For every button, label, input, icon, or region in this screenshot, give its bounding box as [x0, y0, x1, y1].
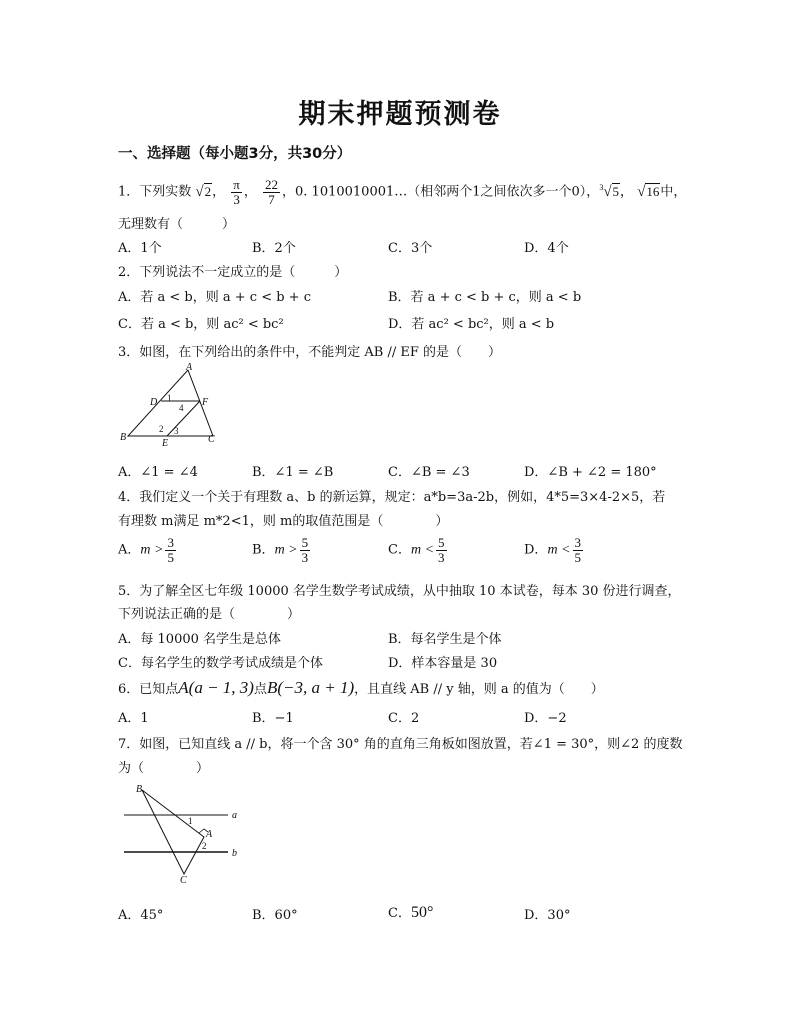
label-line-b: b: [232, 848, 237, 859]
question-1-line2: 无理数有（ ）: [118, 217, 236, 232]
question-5-line2: 下列说法正确的是（ ）: [118, 607, 301, 622]
point-a-coords: A(a − 1, 3): [178, 678, 254, 697]
question-2-stem: 2．下列说法不一定成立的是（ ）: [118, 265, 348, 280]
line-fe: [167, 401, 200, 436]
angle-1-label: 1: [188, 816, 193, 826]
label-a-vertex: A: [206, 829, 213, 840]
question-4-line1: 4．我们定义一个关于有理数 a、b 的新运算，规定：a*b=3a-2b，例如，4*5=3×4-2×5，若: [118, 490, 666, 505]
label-e: E: [162, 438, 169, 447]
q2-option-d[interactable]: D．若 ac² < bc²，则 a < b: [388, 317, 555, 332]
q7-option-b[interactable]: B．60°: [252, 908, 298, 923]
page-title: 期末押题预测卷: [298, 99, 502, 130]
q3-option-a[interactable]: A．∠1 = ∠4: [118, 465, 198, 480]
angle-2-label: 2: [159, 424, 164, 434]
question-6-stem: 6．已知点A(a − 1, 3)点B(−3, a + 1)，且直线 AB // y 轴，则 a 的值为（ ）: [118, 678, 604, 697]
q2-option-b[interactable]: B．若 a + c < b + c，则 a < b: [388, 290, 582, 305]
angle-4-label: 4: [179, 403, 184, 413]
q5-option-d[interactable]: D．样本容量是 30: [388, 656, 498, 671]
q7-option-c[interactable]: C．50°: [388, 904, 434, 921]
q1-option-d[interactable]: D．4个: [524, 241, 569, 256]
q4-option-b[interactable]: B．m > $\frac{5}{3}$: [252, 535, 309, 565]
label-line-a: a: [232, 810, 237, 821]
label-d: D: [150, 397, 158, 408]
label-c: C: [208, 434, 215, 445]
q7-option-a[interactable]: A．45°: [118, 908, 164, 923]
question-7-line2: 为（ ）: [118, 761, 210, 776]
fraction-pi-3: $\frac{\pi}{3}$: [233, 177, 240, 207]
q1-option-c[interactable]: C．3个: [388, 241, 433, 256]
q4-option-d[interactable]: D．m < $\frac{3}{5}$: [524, 535, 581, 565]
q5-option-b[interactable]: B．每名学生是个体: [388, 632, 502, 647]
section-heading: 一、选择题（每小题3分，共30分）: [118, 146, 352, 162]
point-b-coords: B(−3, a + 1): [266, 678, 355, 697]
angle-3-label: 3: [174, 426, 179, 436]
q6-option-c[interactable]: C．2: [388, 711, 420, 726]
parallel-lines-figure-q7: [118, 782, 248, 886]
question-7-line1: 7．如图，已知直线 a // b，将一个含 30° 角的直角三角板如图放置，若∠1 = 30°，则∠2 的度数: [118, 737, 683, 752]
question-4-line2: 有理数 m满足 m*2<1，则 m的取值范围是（ ）: [118, 514, 449, 529]
q6-option-b[interactable]: B．−1: [252, 711, 294, 726]
q3-option-c[interactable]: C．∠B = ∠3: [388, 465, 470, 480]
q1-option-a[interactable]: A．1个: [118, 241, 162, 256]
q1-option-b[interactable]: B．2个: [252, 241, 296, 256]
q2-option-c[interactable]: C．若 a < b，则 ac² < bc²: [118, 317, 284, 332]
label-a: A: [186, 362, 193, 373]
sqrt-2: √2: [195, 183, 212, 200]
label-b: B: [120, 432, 127, 443]
q6-option-d[interactable]: D．−2: [524, 711, 567, 726]
angle-1-label: 1: [167, 393, 172, 403]
fraction-22-7: $\frac{22}{7}$: [265, 177, 279, 207]
q2-option-a[interactable]: A．若 a < b，则 a + c < b + c: [118, 290, 311, 305]
q5-option-c[interactable]: C．每名学生的数学考试成绩是个体: [118, 656, 323, 671]
q3-option-d[interactable]: D．∠B + ∠2 = 180°: [524, 465, 657, 480]
label-b-vertex: B: [136, 784, 143, 795]
q4-option-a[interactable]: A．m > $\frac{3}{5}$: [118, 535, 174, 565]
q3-option-b[interactable]: B．∠1 = ∠B: [252, 465, 334, 480]
label-f: F: [202, 397, 209, 408]
triangle-ruler: [142, 790, 204, 874]
q7-option-d[interactable]: D．30°: [524, 908, 571, 923]
q6-option-a[interactable]: A．1: [118, 711, 149, 726]
angle-2-label: 2: [202, 841, 207, 851]
q5-option-a[interactable]: A．每 10000 名学生是总体: [118, 632, 282, 647]
triangle-figure-q3: [118, 362, 228, 447]
q4-option-c[interactable]: C．m < $\frac{5}{3}$: [388, 535, 445, 565]
question-1-stem: 1．下列实数 √2， $\frac{\pi}{3}$ ， $\frac{22}{7}$ ，0. 1010010001…（相邻两个1之间依次多一个0），$^3$√5， √16中，: [118, 177, 687, 207]
label-c-vertex: C: [180, 875, 187, 886]
cube-root-5: $^3$√5: [599, 182, 620, 200]
sqrt-16: √16: [637, 183, 660, 200]
question-5-line1: 5．为了解全区七年级 10000 名学生数学考试成绩，从中抽取 10 本试卷，每本 30 份进行调查，: [118, 584, 681, 599]
question-3-stem: 3．如图，在下列给出的条件中，不能判定 AB // EF 的是（ ）: [118, 345, 502, 360]
